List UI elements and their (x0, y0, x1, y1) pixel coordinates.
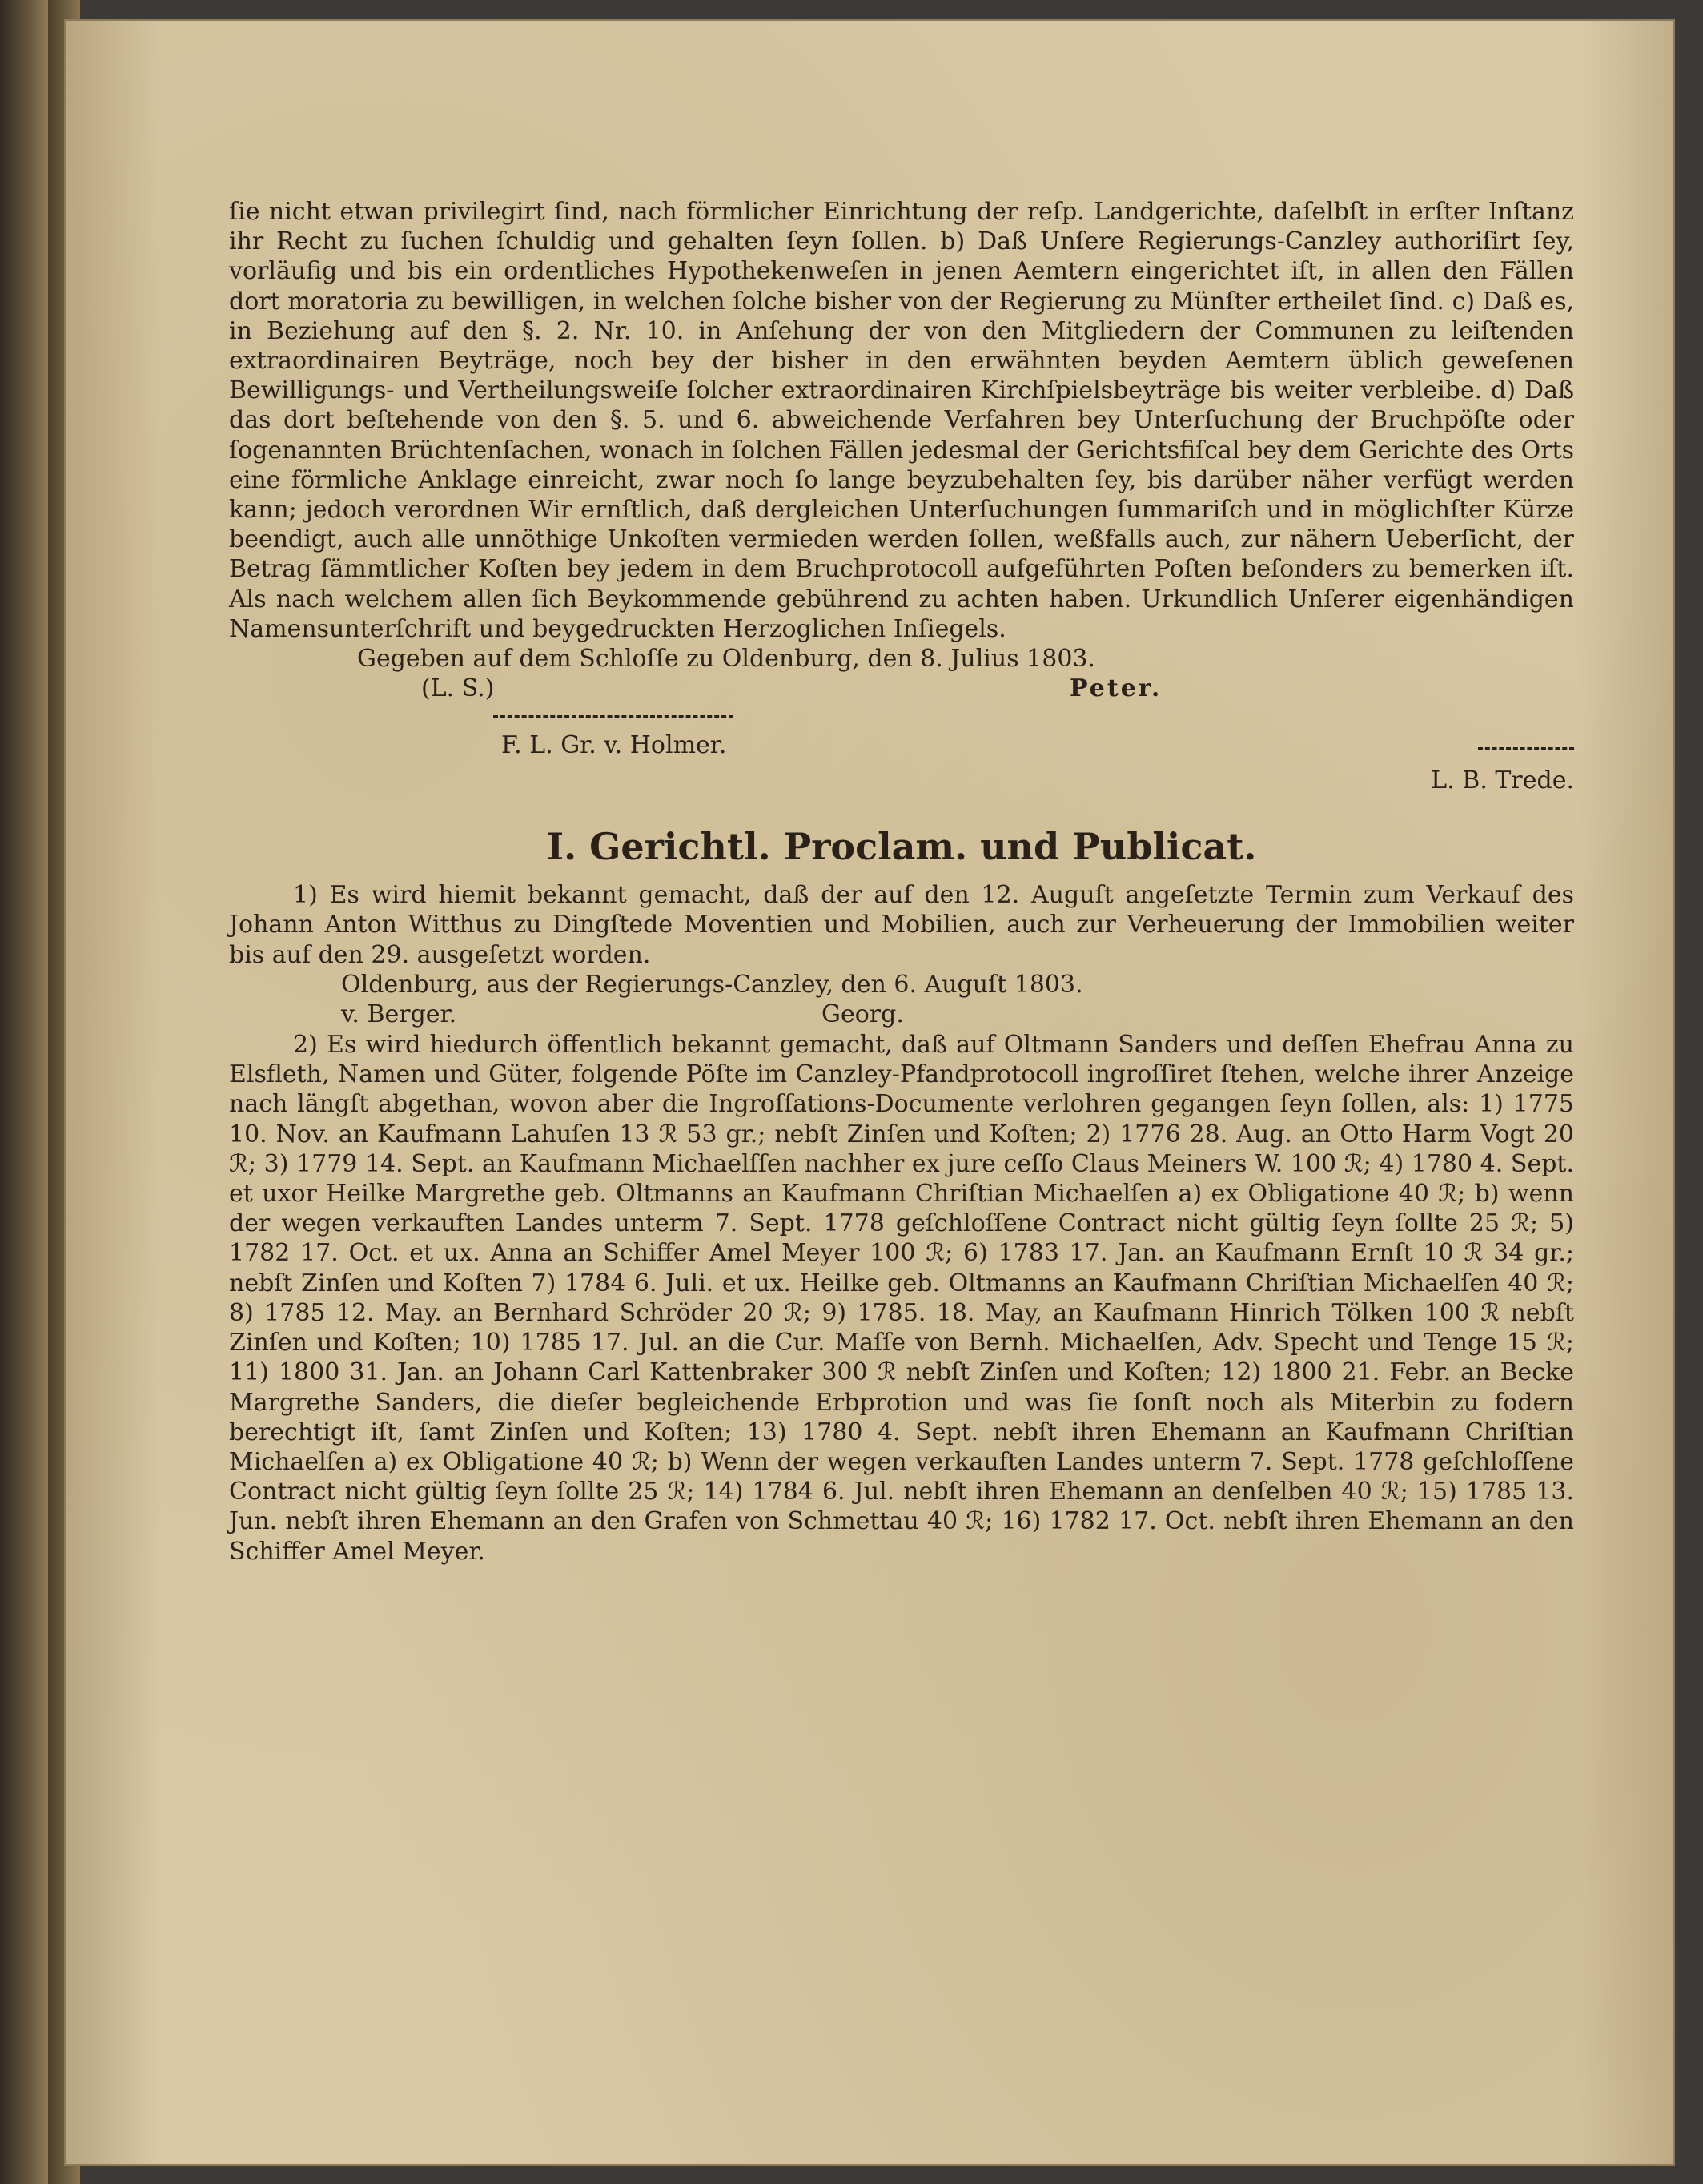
ruler-signature: Peter. (1070, 674, 1163, 703)
notice-1: 1) Es wird hiemit bekannt gemacht, daß der auf den 12. Auguſt angeſetzte Termin zum Verkauf des Johann Anton Witthus zu Dingſtede Moventien und Mobilien, auch zur Verheuerung der Immobilien weiter bis auf den 29. ausgeſetzt worden. (229, 881, 1574, 969)
countersigner-right: L. B. Trede. (1431, 766, 1574, 795)
notice-1-signers (229, 999, 1574, 1030)
decree-paragraph: ſie nicht etwan privilegirt ſind, nach förmlicher Einrichtung der reſp. Landgerichte, daſelbſt in erſter Inſtanz ihr Recht zu ſuchen ſchuldig und gehalten ſeyn ſollen. b) Daß Unſere Regierungs-Canzley authoriſirt ſey, vorläufig und bis ein ordentliches Hypothekenweſen in jenen Aemtern eingerichtet iſt, in allen den Fällen dort moratoria zu bewilligen, in welchen ſolche bisher von der Regierung zu Münſter ertheilet ſind. c) Daß es, in Beziehung auf den §. 2. Nr. 10. in Anſehung der von den Mitgliedern der Communen zu leiſtenden extraordinairen Beyträge, noch bey der bisher in den erwähnten beyden Aemtern üblich geweſenen Bewilligungs- und Vertheilungsweiſe ſolcher extraordinairen Kirchſpielsbeyträge bis weiter verbleibe. d) Daß das dort beſtehende von den §. 5. und 6. abweichende Verfahren bey Unterſuchung der Bruchpöſte oder ſogenannten Brüchtenſachen, wonach in ſolchen Fällen jedesmal der Gerichtsfiſcal bey dem Gerichte des Orts eine förmliche Anklage einreicht, zwar noch ſo lange beyzubehalten ſey, bis darüber näher verfügt werden kann; jedoch verordnen Wir ernſtlich, daß dergleichen Unterſuchungen ſummariſch und in möglichſter Kürze beendigt, auch alle unnöthige Unkoſten vermieden werden ſollen, weßfalls auch, zur nähern Ueberſicht, der Betrag ſämmtlicher Koſten bey jedem in dem Bruchprotocoll aufgeführten Poſten beſonders zu bemerken iſt. Als nach welchem allen ſich Beykommende gebührend zu achten haben. Urkundlich Unſerer eigenhändigen Namensunterſchrift und beygedruckten Herzoglichen Inſiegels. (229, 198, 1574, 643)
countersigner-left: F. L. Gr. v. Holmer. (501, 731, 727, 760)
dash-rule-left (493, 715, 733, 718)
page (64, 19, 1675, 2166)
signature-rule (229, 704, 1574, 731)
seal-mark: (L. S.) (421, 674, 495, 703)
section-heading: I. Gerichtl. Proclam. und Publicat. (546, 825, 1257, 869)
countersigners (229, 731, 1574, 803)
notice-1-place: Oldenburg, aus der Regierungs-Canzley, den 6. Auguſt 1803. (341, 970, 1083, 999)
dateline: Gegeben auf dem Schloſſe zu Oldenburg, den 8. Julius 1803. (357, 645, 1096, 674)
notice-1-signer-b: Georg. (821, 1000, 904, 1029)
text-block (229, 197, 1574, 1567)
seal-line (229, 674, 1574, 704)
notice-1-signer-a: v. Berger. (341, 1000, 457, 1029)
notice-2: 2) Es wird hiedurch öffentlich bekannt gemacht, daß auf Oltmann Sanders und deſſen Ehefrau Anna zu Elsfleth, Namen und Güter, folgende Pöſte im Canzley-Pfandprotocoll ingroſſiret ſtehen, welche ihrer Anzeige nach längſt abgethan, wovon aber die Ingroſſations-Documente verlohren gegangen ſeyn ſollen, als: 1) 1775 10. Nov. an Kaufmann Lahuſen 13 ℛ 53 gr.; nebſt Zinſen und Koſten; 2) 1776 28. Aug. an Otto Harm Vogt 20 ℛ; 3) 1779 14. Sept. an Kaufmann Michaelſſen nachher ex jure ceſſo Claus Meiners W. 100 ℛ; 4) 1780 4. Sept. et uxor Heilke Margrethe geb. Oltmanns an Kaufmann Chriſtian Michaelſen a) ex Obligatione 40 ℛ; b) wenn der wegen verkauften Landes unterm 7. Sept. 1778 geſchloſſene Contract nicht gültig ſeyn ſollte 25 ℛ; 5) 1782 17. Oct. et ux. Anna an Schiffer Amel Meyer 100 ℛ; 6) 1783 17. Jan. an Kaufmann Ernſt 10 ℛ 34 gr.; nebſt Zinſen und Koſten 7) 1784 6. Juli. et ux. Heilke geb. Oltmanns an Kaufmann Chriſtian Michaelſen 40 ℛ; 8) 1785 12. May. an Bernhard Schröder 20 ℛ; 9) 1785. 18. May, an Kaufmann Hinrich Tölken 100 ℛ nebſt Zinſen und Koſten; 10) 1785 17. Jul. an die Cur. Maſſe von Bernh. Michaelſen, Adv. Specht und Tenge 15 ℛ; 11) 1800 31. Jan. an Johann Carl Kattenbraker 300 ℛ nebſt Zinſen und Koſten; 12) 1800 21. Febr. an Becke Margrethe Sanders, die dieſer begleichende Erbprotion und was ſie ſonſt noch als Miterbin zu fodern berechtigt iſt, ſamt Zinſen und Koſten; 13) 1780 4. Sept. nebſt ihren Ehemann an Kaufmann Chriſtian Michaelſen a) ex Obligatione 40 ℛ; b) Wenn der wegen verkauften Landes unterm 7. Sept. 1778 geſchloſſene Contract nicht gültig ſeyn ſollte 25 ℛ; 14) 1784 6. Jul. nebſt ihren Ehemann an denſelben 40 ℛ; 15) 1785 13. Jun. nebſt ihren Ehemann an den Grafen von Schmettau 40 ℛ; 16) 1782 17. Oct. nebſt ihren Ehemann an den Schiffer Amel Meyer. (229, 1031, 1574, 1566)
